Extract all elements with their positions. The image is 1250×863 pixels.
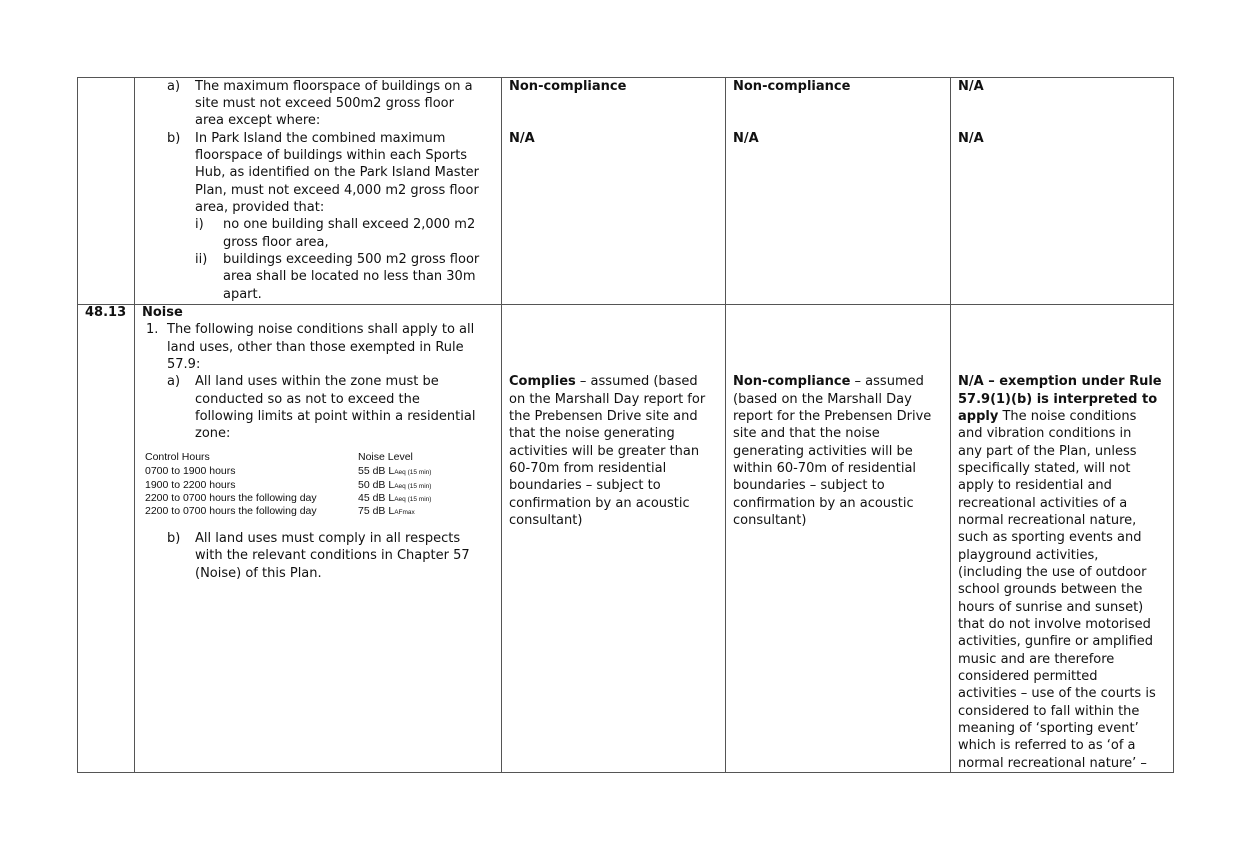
column-divider	[501, 78, 502, 772]
rule-number: 48.13	[85, 305, 127, 320]
assessment-text-line: site and that the noise	[733, 426, 880, 441]
rule-text-line: gross floor area,	[223, 235, 329, 250]
rule-text-line: zone:	[195, 426, 231, 441]
assessment-text-line: Complies – assumed (based	[509, 374, 698, 389]
rule-text-line: Hub, as identified on the Park Island Master	[195, 165, 480, 180]
rule-text-line: area except where:	[195, 113, 321, 128]
rule-text-line: area, provided that:	[195, 200, 325, 215]
assessment-text-line: meaning of ‘sporting event’	[958, 721, 1139, 736]
assessment-text-line: boundaries – subject to	[733, 478, 885, 493]
assessment-text-line: generating activities will be	[733, 444, 913, 459]
noise-table-hours: 1900 to 2200 hours	[145, 479, 236, 491]
column-divider	[134, 78, 135, 772]
noise-table-hours: 2200 to 0700 hours the following day	[145, 492, 317, 504]
assessment-status: N/A	[509, 131, 535, 146]
assessment-text-line: normal recreational nature,	[958, 513, 1137, 528]
assessment-text-line: (including the use of outdoor	[958, 565, 1147, 580]
rule-text-line: floorspace of buildings within each Sports	[195, 148, 468, 163]
noise-table-level: 55 dB LAeq (15 min)	[358, 465, 432, 477]
rule-text-line: The following noise conditions shall apply to all	[167, 322, 475, 337]
assessment-text-line: confirmation by an acoustic	[733, 496, 914, 511]
list-marker: 1.	[146, 322, 159, 337]
assessment-text-line: N/A – exemption under Rule	[958, 374, 1162, 389]
rule-text-line: site must not exceed 500m2 gross floor	[195, 96, 454, 111]
assessment-text-line: consultant)	[733, 513, 807, 528]
assessment-text-line: (based on the Marshall Day	[733, 392, 912, 407]
assessment-text-line: playground activities,	[958, 548, 1099, 563]
assessment-text-line: normal recreational nature’ –	[958, 756, 1147, 771]
assessment-text-line: confirmation by an acoustic	[509, 496, 690, 511]
rule-text-line: 57.9:	[167, 357, 201, 372]
rule-text-line: (Noise) of this Plan.	[195, 566, 322, 581]
rule-text-line: with the relevant conditions in Chapter 57	[195, 548, 470, 563]
assessment-text-line: activities – use of the courts is	[958, 686, 1156, 701]
assessment-status: Non-compliance	[509, 79, 627, 94]
assessment-text-line: 60-70m from residential	[509, 461, 667, 476]
rule-text-line: area shall be located no less than 30m	[223, 269, 476, 284]
assessment-text-line: boundaries – subject to	[509, 478, 661, 493]
rule-text-line: All land uses within the zone must be	[195, 374, 439, 389]
assessment-text-line: on the Marshall Day report for	[509, 392, 706, 407]
assessment-status: Non-compliance	[733, 79, 851, 94]
assessment-text-line: that do not involve motorised	[958, 617, 1151, 632]
noise-table-level: 75 dB LAFmax	[358, 505, 415, 517]
rule-text-line: conducted so as not to exceed the	[195, 392, 420, 407]
rule-text-line: apart.	[223, 287, 262, 302]
assessment-text-line: activities, gunfire or amplified	[958, 634, 1153, 649]
assessment-text-line: considered permitted	[958, 669, 1098, 684]
row-divider	[78, 304, 1173, 305]
list-marker: b)	[167, 131, 181, 146]
list-marker: ii)	[195, 252, 208, 267]
noise-table-level: 45 dB LAeq (15 min)	[358, 492, 432, 504]
assessment-text-line: considered to fall within the	[958, 704, 1140, 719]
noise-table-header: Control Hours	[145, 451, 210, 463]
assessment-status: N/A	[958, 79, 984, 94]
noise-table-hours: 0700 to 1900 hours	[145, 465, 236, 477]
assessment-text-line: and vibration conditions in	[958, 426, 1132, 441]
noise-table-hours: 2200 to 0700 hours the following day	[145, 505, 317, 517]
rule-text-line: Plan, must not exceed 4,000 m2 gross floor	[195, 183, 479, 198]
assessment-text-line: such as sporting events and	[958, 530, 1142, 545]
assessment-status: N/A	[733, 131, 759, 146]
column-divider	[725, 78, 726, 772]
list-marker: a)	[167, 79, 181, 94]
assessment-text-line: activities will be greater than	[509, 444, 700, 459]
assessment-text-line: Non-compliance – assumed	[733, 374, 924, 389]
assessment-text-line: apply to residential and	[958, 478, 1112, 493]
assessment-text-line: 57.9(1)(b) is interpreted to	[958, 392, 1158, 407]
assessment-text-line: consultant)	[509, 513, 583, 528]
assessment-text-line: that the noise generating	[509, 426, 675, 441]
rule-text-line: The maximum floorspace of buildings on a	[195, 79, 473, 94]
assessment-text-line: report for the Prebensen Drive	[733, 409, 932, 424]
rule-text-line: buildings exceeding 500 m2 gross floor	[223, 252, 480, 267]
rule-heading: Noise	[142, 305, 183, 320]
assessment-text-line: apply The noise conditions	[958, 409, 1137, 424]
assessment-text-line: specifically stated, will not	[958, 461, 1131, 476]
assessment-text-line: the Prebensen Drive site and	[509, 409, 698, 424]
assessment-text-line: music and are therefore	[958, 652, 1115, 667]
rule-text-line: land uses, other than those exempted in Rule	[167, 340, 464, 355]
rule-text-line: following limits at point within a residential	[195, 409, 476, 424]
noise-table-level: 50 dB LAeq (15 min)	[358, 479, 432, 491]
rule-text-line: All land uses must comply in all respects	[195, 531, 461, 546]
assessment-text-line: which is referred to as ‘of a	[958, 738, 1136, 753]
assessment-text-line: any part of the Plan, unless	[958, 444, 1137, 459]
list-marker: a)	[167, 374, 181, 389]
assessment-text-line: recreational activities of a	[958, 496, 1128, 511]
list-marker: i)	[195, 217, 204, 232]
assessment-text-line: hours of sunrise and sunset)	[958, 600, 1144, 615]
column-divider	[950, 78, 951, 772]
assessment-text-line: school grounds between the	[958, 582, 1143, 597]
assessment-status: N/A	[958, 131, 984, 146]
rule-text-line: In Park Island the combined maximum	[195, 131, 446, 146]
assessment-text-line: within 60-70m of residential	[733, 461, 917, 476]
rule-text-line: no one building shall exceed 2,000 m2	[223, 217, 476, 232]
list-marker: b)	[167, 531, 181, 546]
noise-table-header: Noise Level	[358, 451, 413, 463]
